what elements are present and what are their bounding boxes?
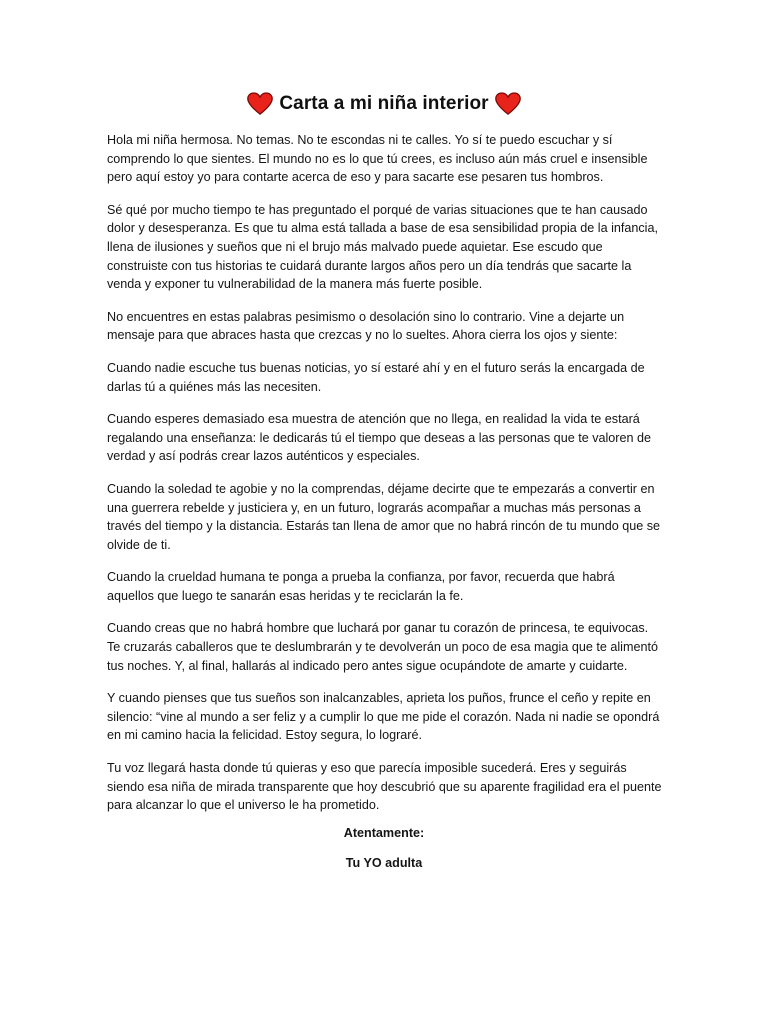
- title-row: [0, 92, 768, 116]
- paragraph-5: Cuando esperes demasiado esa muestra de atención que no llega, en realidad la vida te estará regalando una enseñanza: le dedicarás tú el tiempo que deseas a las personas que te valoren de verdad y así podrás crear lazos auténticos y especiales.: [107, 412, 652, 464]
- paragraph-7: Cuando la crueldad humana te ponga a prueba la confianza, por favor, recuerda que habrá aquellos que luego te sanarán esas heridas y te reciclarán la fe.: [107, 570, 615, 603]
- heart-icon-left: [247, 92, 273, 116]
- paragraph-4: Cuando nadie escuche tus buenas noticias, yo sí estaré ahí y en el futuro serás la encargada de darlas tú a quiénes más las necesiten.: [107, 360, 645, 394]
- paragraph-9: Y cuando pienses que tus sueños son inalcanzables, aprieta los puños, frunce el ceño y repite en silencio: “vine al mundo a ser feliz y a cumplir lo que me pide el corazón. Nada ni nadie se opondrá en mi camino hacia la felicidad. Estoy segura, lo lograré.: [107, 691, 660, 743]
- paragraph-2: Sé qué por mucho tiempo te has preguntado el porqué de varias situaciones que te han causado dolor y desesperanza. Es que tu alma está tallada a base de esa sensibilidad propia de la infancia, llena de ilusiones y sueños que ni el brujo más malvado puede aquietar. Ese escudo que construiste con tus historias te cuidará durante largos años pero un día tendrás que sacarte la venda y exponer tu vulnerabilidad de la manera más fuerte posible.: [107, 202, 658, 292]
- letter-body: [107, 131, 663, 829]
- closing-text: Atentamente:: [343, 826, 425, 840]
- signature-text: Tu YO adulta: [345, 856, 423, 870]
- paragraph-6: Cuando la soledad te agobie y no la comprendas, déjame decirte que te empezarás a convertir en una guerrera rebelde y justiciera y, en un futuro, lograrás acompañar a muchas más personas a través del tiempo y la distancia. Estarás tan llena de amor que no habrá rincón de tu mundo que se olvide de ti.: [107, 481, 661, 552]
- paragraph-10: Tu voz llegará hasta donde tú quieras y eso que parecía imposible sucederá. Eres y seguirás siendo esa niña de mirada transparente que hoy descubrió que su aparente fragilidad era el puente para alcanzar lo que el universo le ha prometido.: [107, 761, 662, 813]
- paragraph-8: Cuando creas que no habrá hombre que luchará por ganar tu corazón de princesa, te equivocas. Te cruzarás caballeros que te deslumbrarán y te devolverán un poco de esa magia que te alimentó tus noches. Y, al final, hallarás al indicado pero antes sigue ocupándote de amarte y cuidarte.: [107, 621, 658, 673]
- page-title: Carta a mi niña interior: [279, 93, 489, 114]
- paragraph-3: No encuentres en estas palabras pesimismo o desolación sino lo contrario. Vine a dejarte un mensaje para que abraces hasta que crezcas y no lo sueltes. Ahora cierra los ojos y siente:: [107, 309, 625, 343]
- paragraph-1: Hola mi niña hermosa. No temas. No te escondas ni te calles. Yo sí te puedo escuchar y sí comprendo lo que sientes. El mundo no es lo que tú crees, es incluso aún más cruel e insensible pero aquí estoy yo para contarte acerca de eso y para sacarte ese pesaren tus hombros.: [107, 133, 648, 185]
- heart-icon-right: [495, 92, 521, 116]
